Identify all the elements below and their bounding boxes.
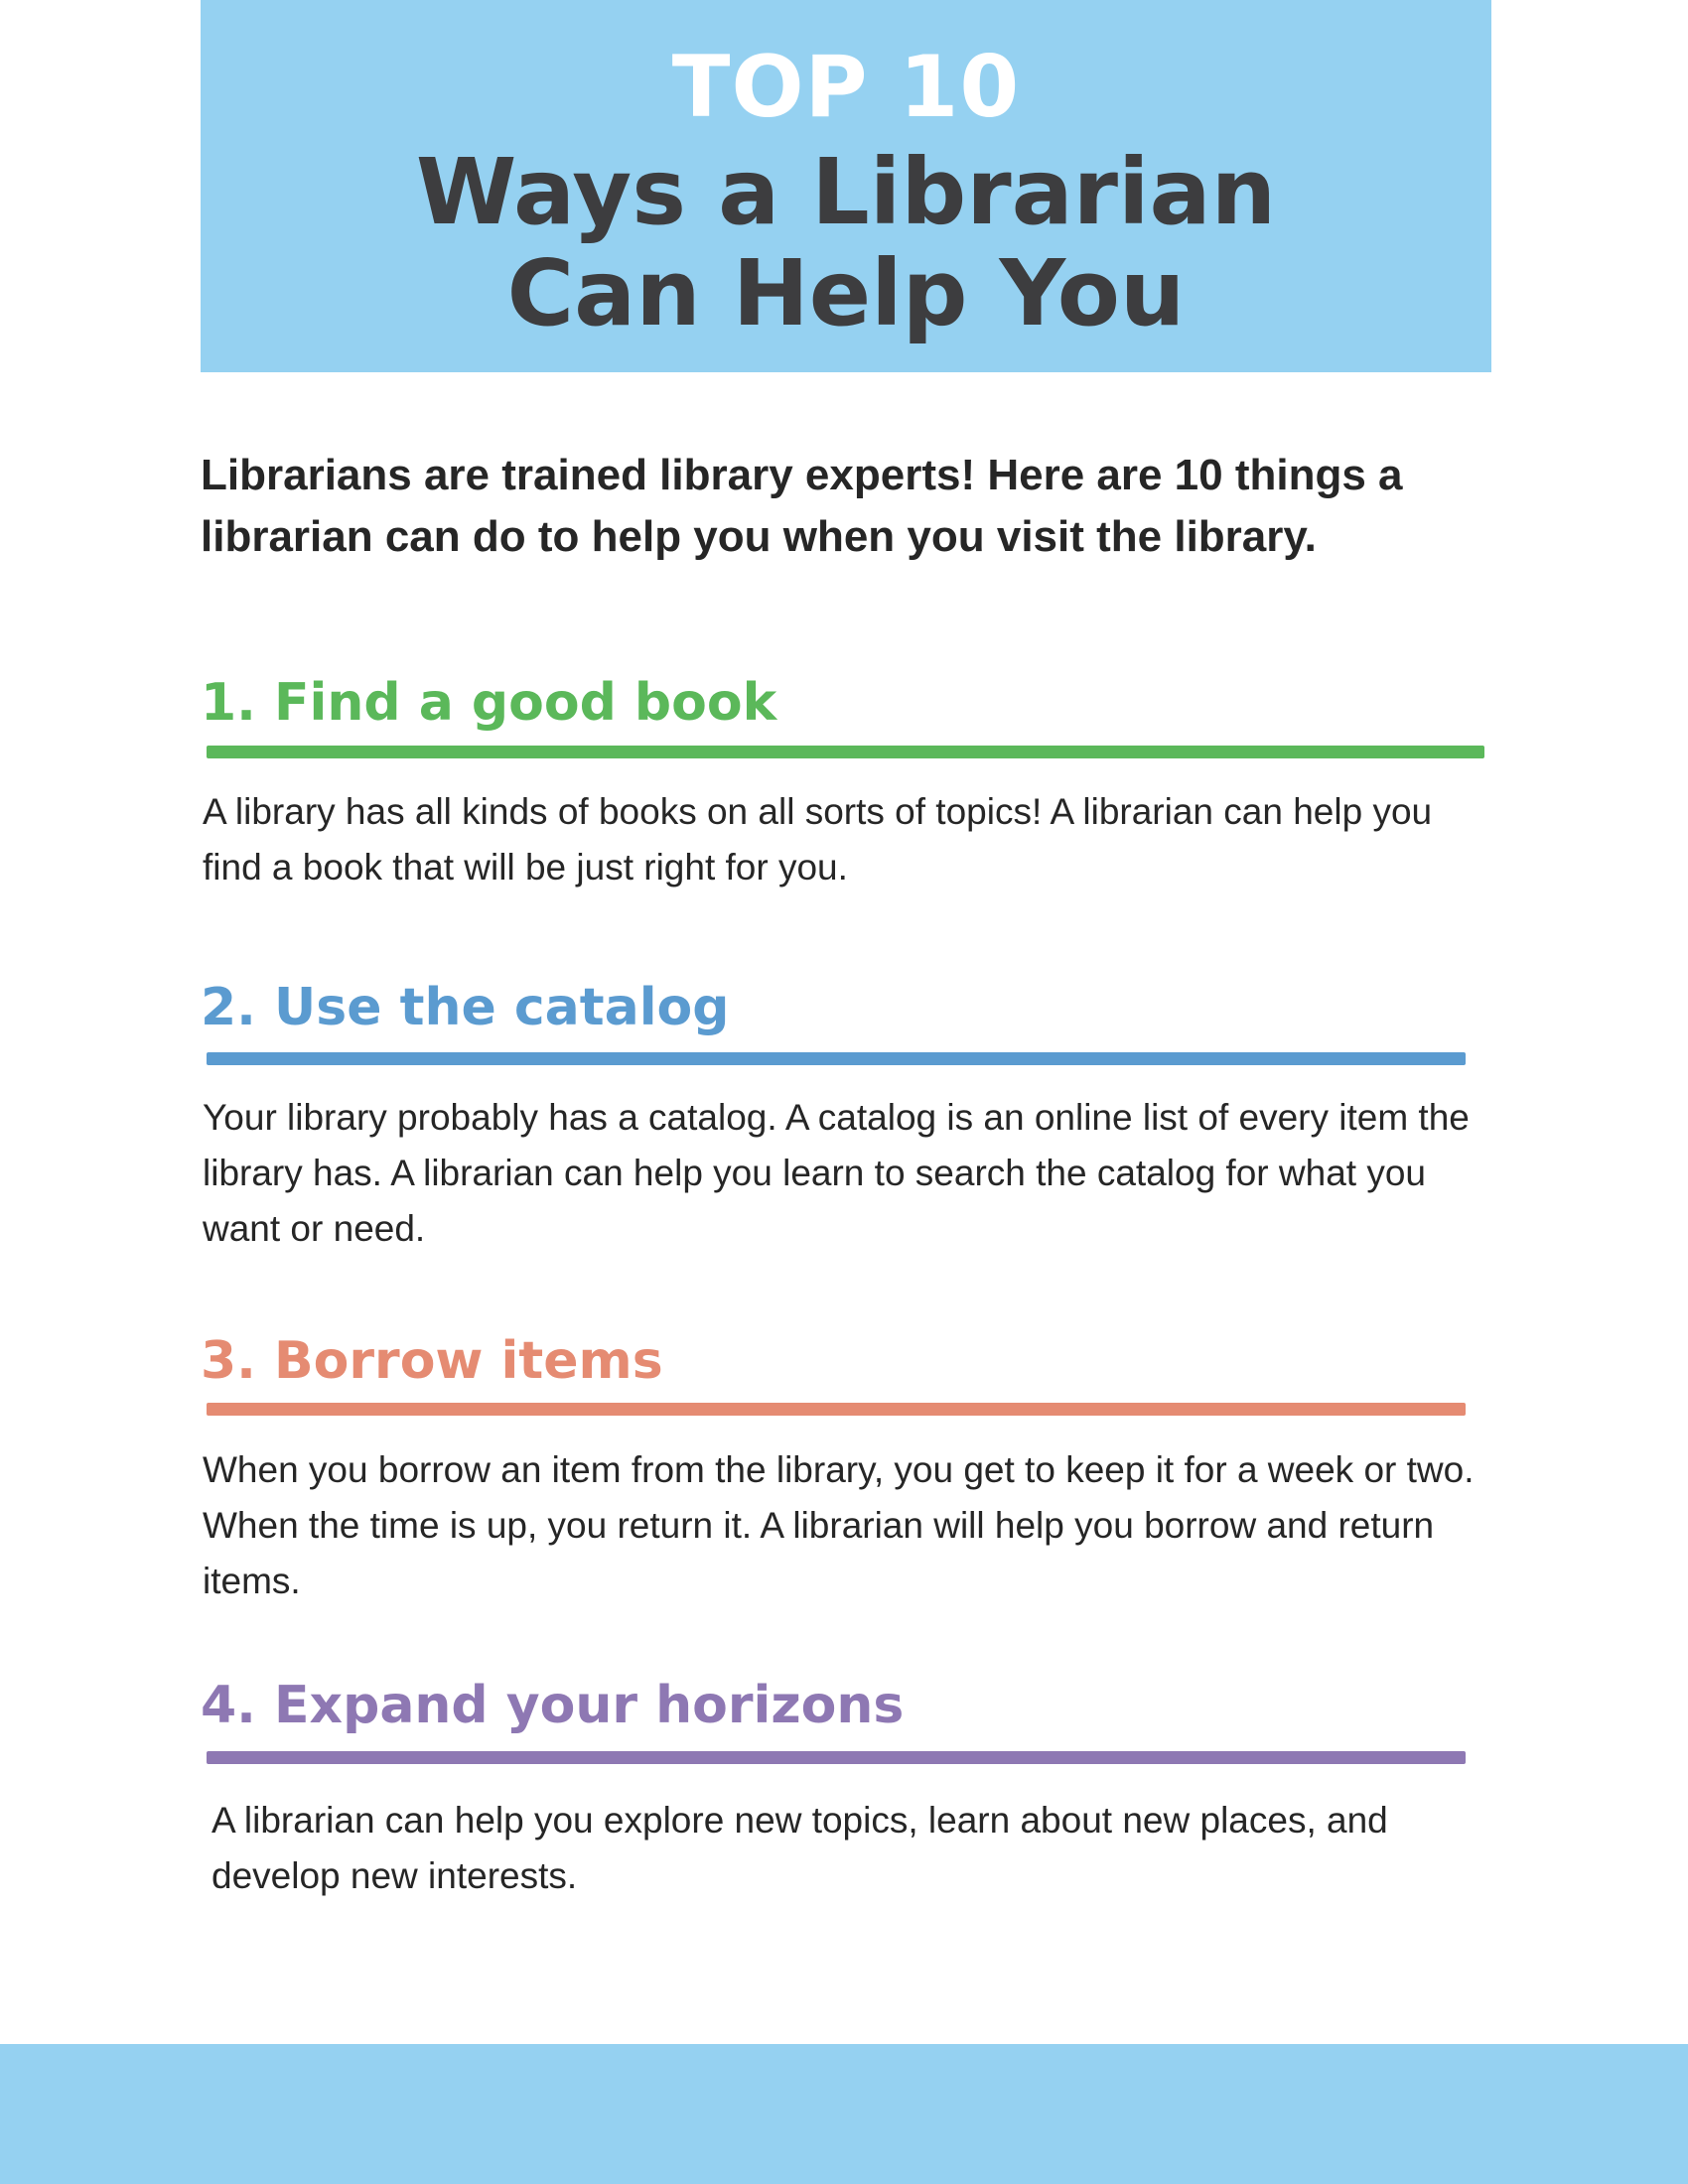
page-title-line-2: Can Help You (506, 240, 1186, 346)
page-title-line-1: Ways a Librarian (415, 139, 1277, 245)
section-3-title: 3. Borrow items (201, 1331, 663, 1391)
section-4-title: 4. Expand your horizons (201, 1676, 905, 1735)
footer-banner (0, 2044, 1688, 2184)
section-1-body: A library has all kinds of books on all sorts of topics! A librarian can help you find a book that will be just right for you. (203, 791, 1433, 887)
section-2-body: Your library probably has a catalog. A catalog is an online list of every item the library has. A librarian can help you learn to search the catalog for what you want or need. (203, 1097, 1470, 1249)
section-4-body: A librarian can help you explore new topics, learn about new places, and develop new interests. (211, 1800, 1388, 1896)
section-1-divider (207, 746, 1484, 758)
section-1-title: 1. Find a good book (201, 673, 777, 733)
section-3-divider (207, 1403, 1466, 1416)
header-banner (201, 0, 1491, 372)
section-4-divider (207, 1751, 1466, 1764)
header-top-label: TOP 10 (671, 38, 1021, 137)
section-2-divider (207, 1052, 1466, 1065)
intro-paragraph: Librarians are trained library experts! Here are 10 things a librarian can do to help you when you visit the library. (201, 451, 1403, 561)
section-3-body: When you borrow an item from the library, you get to keep it for a week or two. When the time is up, you return it. A librarian will help you borrow and return items. (203, 1449, 1475, 1601)
section-2-title: 2. Use the catalog (201, 978, 730, 1037)
